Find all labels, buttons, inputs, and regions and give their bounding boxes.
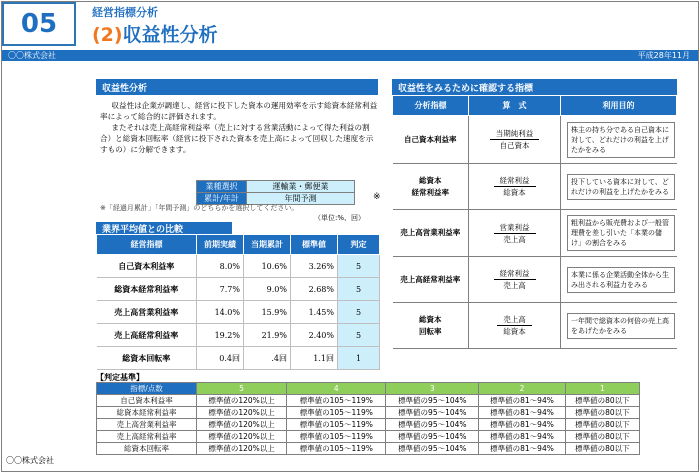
- table-row: [97, 419, 640, 431]
- indicator-name-1: 自己資本利益率: [404, 134, 457, 144]
- purpose-text: 投下している資本に対して、どれだけの利益を上げたかをみる: [567, 174, 675, 200]
- indicator-formula: [469, 164, 561, 210]
- indicator-formula: [469, 116, 561, 164]
- criteria-4: 標準値の105～119%: [287, 431, 386, 443]
- criteria-2: 標準値の81～94%: [479, 395, 565, 407]
- row-curr: .4回: [244, 347, 291, 370]
- profitability-heading: 収益性分析: [96, 79, 378, 95]
- selector-table: [196, 180, 355, 205]
- page-subtitle: 経営指標分析: [92, 6, 158, 19]
- purpose-text: 一年間で総資本の何倍の売上高をあげたかをみる: [567, 313, 675, 339]
- table-row: [393, 116, 677, 164]
- criteria-5: 標準値の120%以上: [197, 407, 287, 419]
- formula-numerator: 当期純利益: [490, 128, 540, 140]
- industry-select[interactable]: 運輸業・郵便業: [247, 181, 355, 193]
- formula-numerator: 経常利益: [494, 175, 536, 187]
- indicator-name-1: 総資本: [419, 175, 442, 185]
- period-select[interactable]: 年間予測: [247, 193, 355, 205]
- col-indicator-score: 指標/点数: [97, 383, 197, 395]
- row-score: 5: [338, 301, 380, 324]
- purpose-text: 本業に係る企業活動全体から生み出される利益力をみる: [567, 267, 675, 293]
- row-prev: 7.7%: [197, 278, 244, 301]
- table-row: [393, 303, 677, 349]
- criteria-table: [96, 382, 640, 455]
- row-prev: 14.0%: [197, 301, 244, 324]
- formula-denominator: 自己資本: [499, 141, 530, 150]
- criteria-5: 標準値の120%以上: [197, 395, 287, 407]
- indicator-purpose: [561, 303, 677, 349]
- title-main: 収益性分析: [122, 24, 218, 46]
- criteria-1: 標準値の80以下: [565, 395, 639, 407]
- formula-denominator: 総資本: [503, 327, 526, 336]
- row-name: 総資本経常利益率: [97, 278, 197, 301]
- title-paren: (2): [92, 24, 123, 46]
- criteria-5: 標準値の120%以上: [197, 443, 287, 455]
- criteria-name: 自己資本利益率: [97, 395, 197, 407]
- criteria-3: 標準値の95～104%: [386, 407, 479, 419]
- criteria-2: 標準値の81～94%: [479, 431, 565, 443]
- header-company: 〇〇株式会社: [8, 51, 56, 60]
- indicator-name: [393, 303, 469, 349]
- table-row: [97, 407, 640, 419]
- comparison-heading: 業界平均値との比較: [96, 222, 232, 234]
- row-name: 売上高営業利益率: [97, 301, 197, 324]
- col-score-3: 3: [386, 383, 479, 395]
- criteria-1: 標準値の80以下: [565, 443, 639, 455]
- col-purpose: 利用目的: [561, 96, 677, 116]
- col-score-5: 5: [197, 383, 287, 395]
- row-curr: 10.6%: [244, 255, 291, 278]
- purpose-text: 株主の持ち分である自己資本に対して、どれだけの利益を上げたかをみる: [567, 122, 675, 158]
- criteria-4: 標準値の105～119%: [287, 419, 386, 431]
- criteria-3: 標準値の95～104%: [386, 419, 479, 431]
- indicator-name: [393, 116, 469, 164]
- indicators-table: [392, 95, 677, 349]
- indicator-purpose: [561, 210, 677, 257]
- criteria-2: 標準値の81～94%: [479, 419, 565, 431]
- criteria-5: 標準値の120%以上: [197, 419, 287, 431]
- table-row: [97, 395, 640, 407]
- row-score: 5: [338, 324, 380, 347]
- indicator-purpose: [561, 257, 677, 303]
- table-row: [97, 347, 380, 370]
- criteria-header-row: [97, 383, 640, 395]
- criteria-4: 標準値の105～119%: [287, 407, 386, 419]
- indicator-formula: [469, 257, 561, 303]
- criteria-3: 標準値の95～104%: [386, 395, 479, 407]
- indicator-name-2: 回転率: [419, 326, 442, 336]
- criteria-2: 標準値の81～94%: [479, 443, 565, 455]
- indicator-purpose: [561, 164, 677, 210]
- col-curr: 当期累計: [244, 235, 291, 255]
- table-row: [97, 255, 380, 278]
- page-title: [92, 20, 218, 47]
- indicator-purpose: [561, 116, 677, 164]
- col-score: 判定: [338, 235, 380, 255]
- criteria-5: 標準値の120%以上: [197, 431, 287, 443]
- footer-company: 〇〇株式会社: [6, 456, 54, 465]
- table-row: [97, 443, 640, 455]
- formula-denominator: 総資本: [503, 188, 526, 197]
- formula-denominator: 売上高: [503, 234, 526, 244]
- header-date: 平成28年11月: [637, 51, 690, 60]
- formula-numerator: 売上高: [497, 314, 532, 326]
- indicator-name-1: 売上高経常利益率: [400, 274, 461, 284]
- criteria-4: 標準値の105～119%: [287, 443, 386, 455]
- criteria-title: 【判定基準】: [96, 373, 144, 382]
- formula-numerator: 経常利益: [494, 268, 536, 280]
- indicator-name-1: 総資本: [419, 314, 442, 324]
- profitability-para-2: またそれは売上高経常利益率（売上に対する営業活動によって得た利益の割合）と総資本回転率（経営に投下された資本を売上高によって回収した速度を示すもの）に分解できます。: [100, 123, 374, 154]
- criteria-name: 売上高営業利益率: [97, 419, 197, 431]
- col-formula: 算 式: [469, 96, 561, 116]
- criteria-4: 標準値の105～119%: [287, 395, 386, 407]
- table-row: [97, 278, 380, 301]
- formula-denominator: 売上高: [503, 281, 526, 290]
- col-indicator: 経営指標: [97, 235, 197, 255]
- criteria-name: 総資本経常利益率: [97, 407, 197, 419]
- row-name: 売上高経常利益率: [97, 324, 197, 347]
- table-row: [393, 257, 677, 303]
- row-prev: 8.0%: [197, 255, 244, 278]
- col-score-1: 1: [565, 383, 639, 395]
- purpose-text: 粗利益から販売費および一般管理費を差し引いた「本業の儲け」の割合をみる: [567, 215, 675, 251]
- table-row: [393, 210, 677, 257]
- indicators-heading: 収益性をみるために確認する指標: [392, 79, 677, 95]
- criteria-1: 標準値の80以下: [565, 431, 639, 443]
- criteria-2: 標準値の81～94%: [479, 407, 565, 419]
- col-score-4: 4: [287, 383, 386, 395]
- row-std: 2.40%: [291, 324, 338, 347]
- table-row: [393, 164, 677, 210]
- indicator-formula: [469, 303, 561, 349]
- criteria-1: 標準値の80以下: [565, 407, 639, 419]
- col-score-2: 2: [479, 383, 565, 395]
- col-std: 標準値: [291, 235, 338, 255]
- comparison-header-row: [97, 235, 380, 255]
- row-prev: 0.4回: [197, 347, 244, 370]
- row-score: 5: [338, 255, 380, 278]
- unit-label: （単位:%、回）: [314, 214, 366, 222]
- indicator-name: [393, 210, 469, 257]
- indicator-name: [393, 257, 469, 303]
- criteria-name: 売上高経常利益率: [97, 431, 197, 443]
- indicators-header-row: [393, 96, 677, 116]
- indicator-name: [393, 164, 469, 210]
- row-prev: 19.2%: [197, 324, 244, 347]
- profitability-para-1: 収益性は企業が調達し、経営に投下した資本の運用効率を示す総資本経常利益率によって総合的に評価されます。: [100, 101, 378, 121]
- table-row: [97, 431, 640, 443]
- indicator-name-2: 経常利益率: [411, 187, 449, 197]
- section-number: 05: [2, 2, 76, 46]
- criteria-name: 総資本回転率: [97, 443, 197, 455]
- formula-numerator: 営業利益: [494, 222, 536, 234]
- table-row: [97, 301, 380, 324]
- industry-label: 業種選択: [197, 181, 247, 193]
- selector-star: ※: [373, 192, 381, 202]
- row-score: 1: [338, 347, 380, 370]
- row-std: 2.68%: [291, 278, 338, 301]
- row-std: 1.1回: [291, 347, 338, 370]
- col-prev: 前期実績: [197, 235, 244, 255]
- profitability-text: [100, 100, 378, 155]
- period-label: 累計/年計: [197, 193, 247, 205]
- criteria-3: 標準値の95～104%: [386, 431, 479, 443]
- header-bar: [2, 50, 698, 61]
- indicator-name-1: 売上高営業利益率: [400, 228, 461, 237]
- row-name: 自己資本利益率: [97, 255, 197, 278]
- comparison-table: [96, 234, 380, 370]
- row-curr: 15.9%: [244, 301, 291, 324]
- criteria-1: 標準値の80以下: [565, 419, 639, 431]
- table-row: [97, 324, 380, 347]
- row-curr: 9.0%: [244, 278, 291, 301]
- row-curr: 21.9%: [244, 324, 291, 347]
- row-score: 5: [338, 278, 380, 301]
- selector-note: ※「経過月累計」「年間予測」のどちらかを選択してください。: [100, 204, 299, 212]
- row-std: 3.26%: [291, 255, 338, 278]
- row-name: 総資本回転率: [97, 347, 197, 370]
- col-analysis: 分析指標: [393, 96, 469, 116]
- row-std: 1.45%: [291, 301, 338, 324]
- criteria-3: 標準値の95～104%: [386, 443, 479, 455]
- indicator-formula: [469, 210, 561, 257]
